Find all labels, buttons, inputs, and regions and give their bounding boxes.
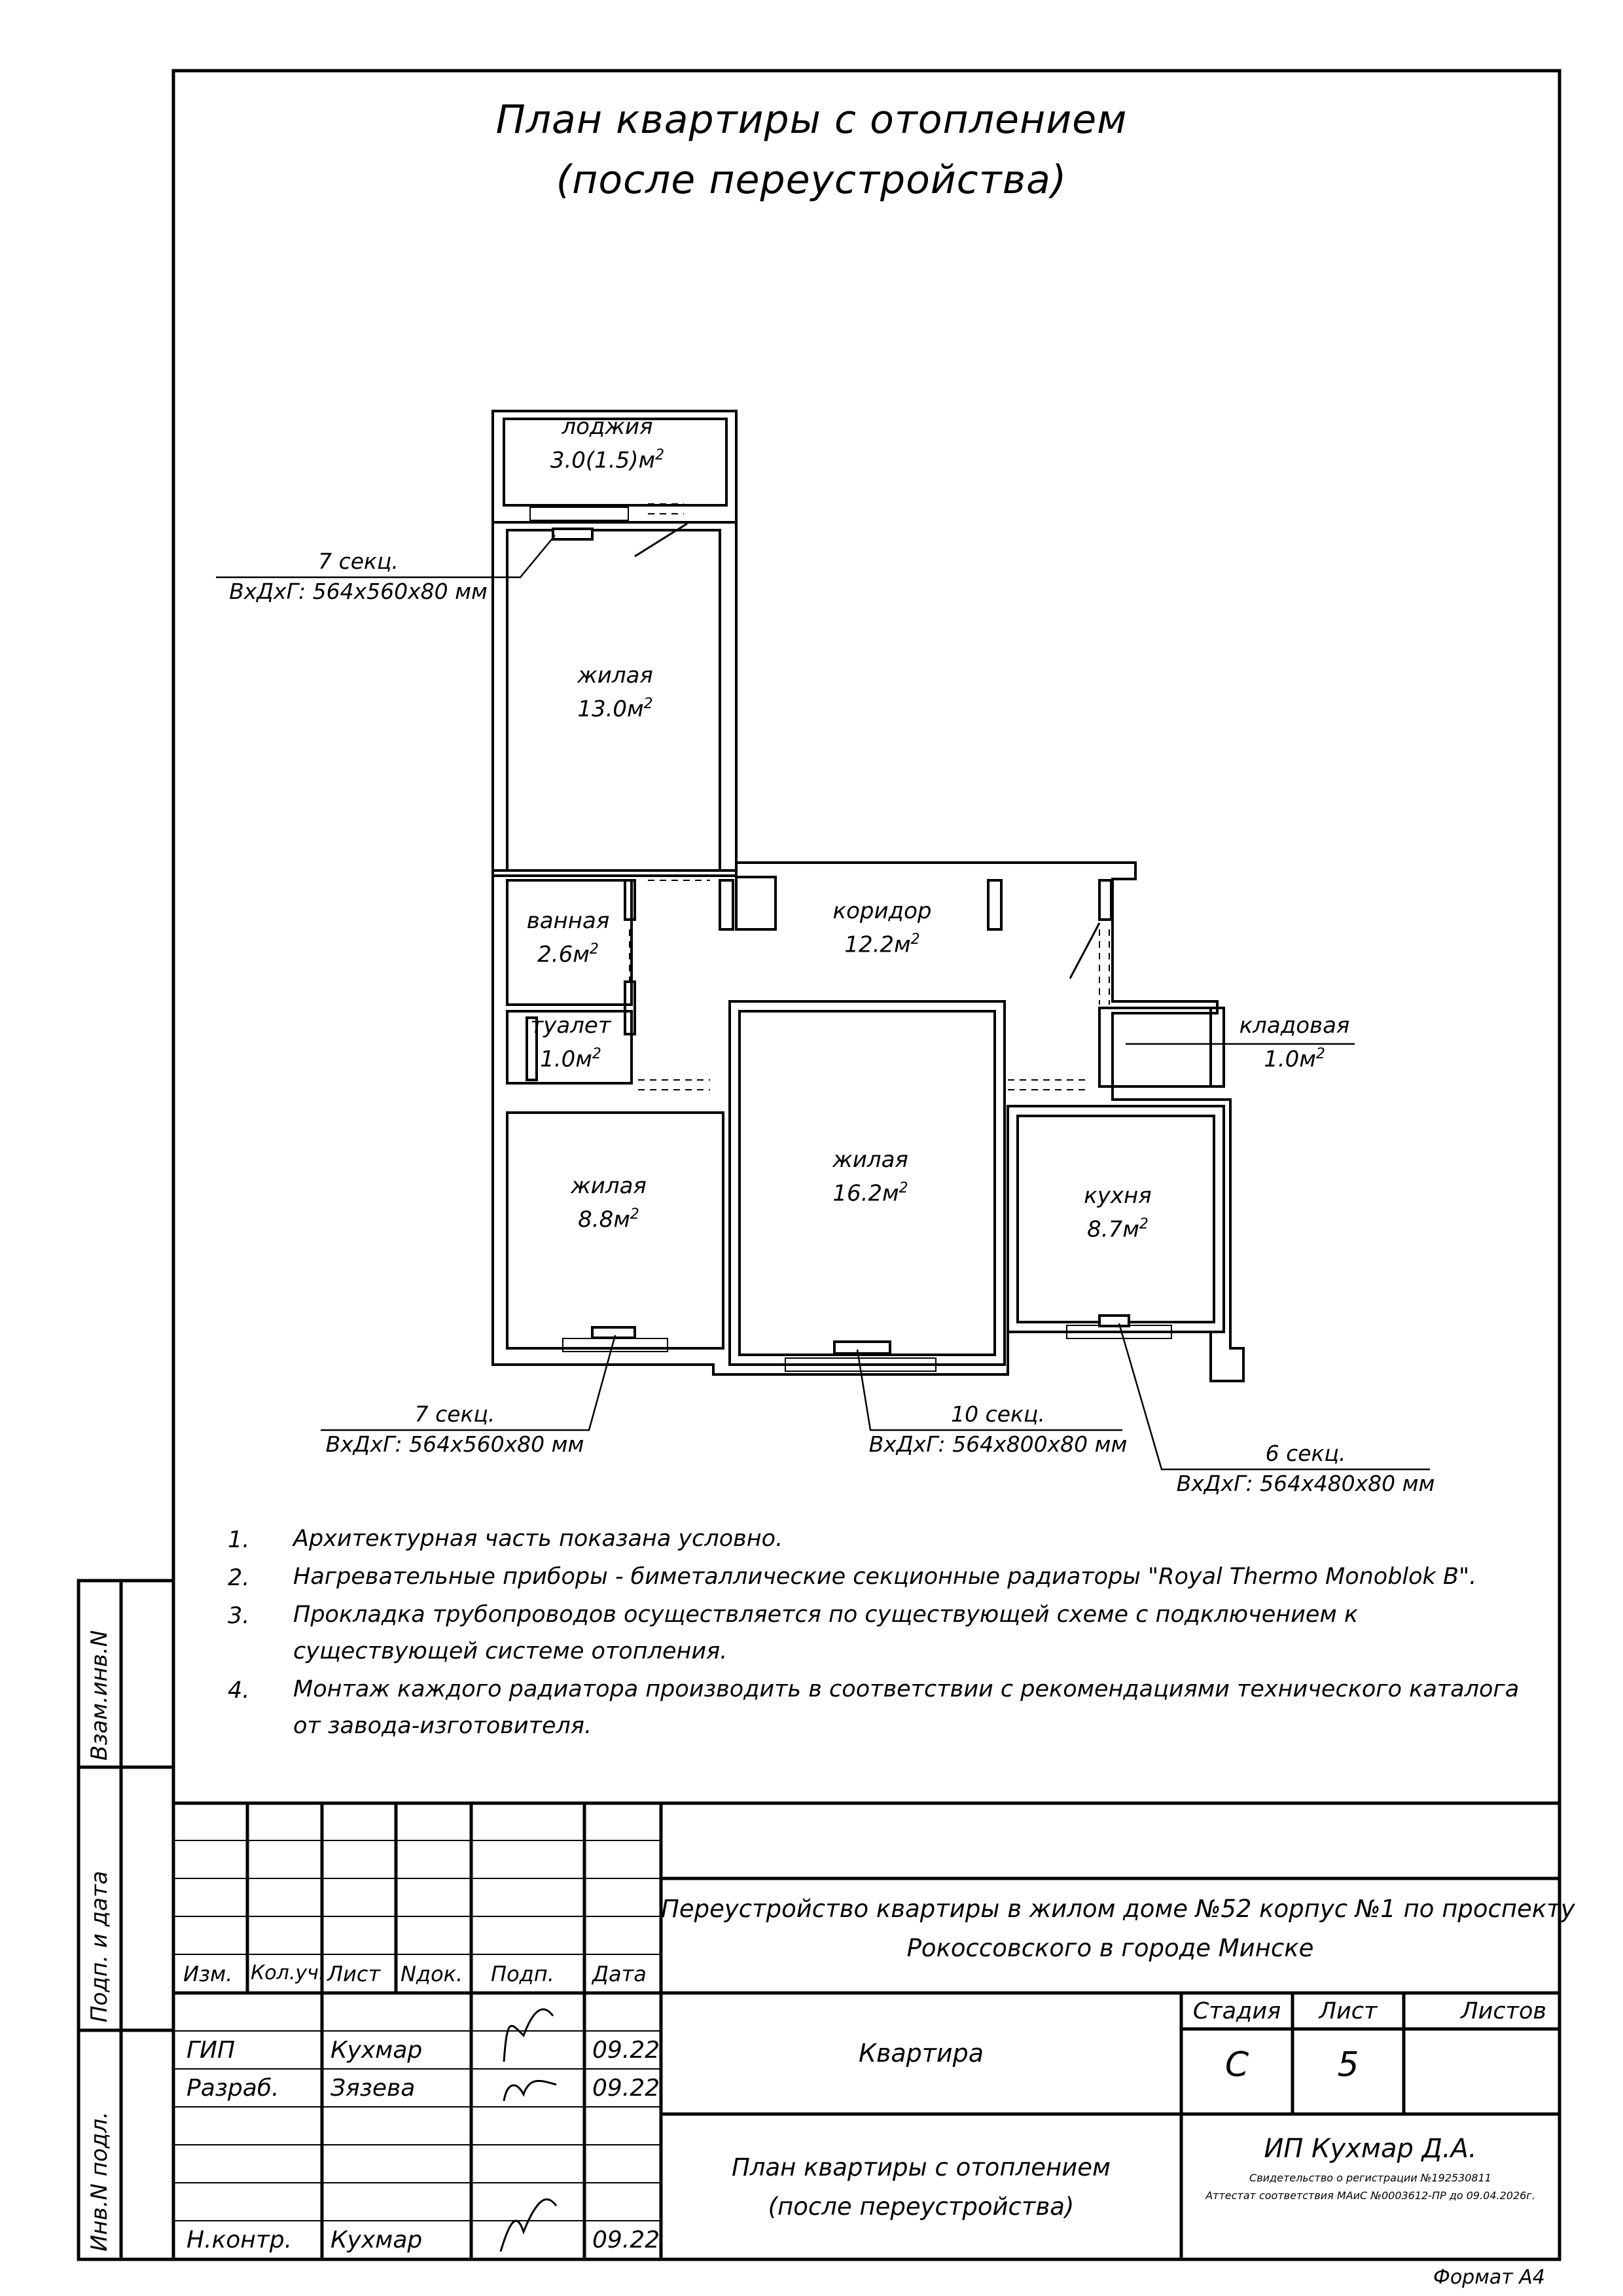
radiator-symbol <box>592 1327 635 1338</box>
room-area: 1.0м <box>1264 1046 1316 1073</box>
room-loggia: лоджия $3.0(1.5)м^2$ <box>550 414 665 474</box>
radiator-callout-2 <box>321 1399 589 1460</box>
note-text: Монтаж каждого радиатора производить в соответствии с рекомендациями технического каталога от завода-изготовителя. <box>293 1676 1520 1739</box>
room-area: 13.0м <box>577 696 644 723</box>
project-title-line1: Переустройство квартиры в жилом доме №52 корпус №1 по проспекту <box>661 1895 1575 1923</box>
person-role: ГИП <box>187 2037 236 2064</box>
page-title-line2: (после переустройства) <box>556 157 1067 203</box>
radiator-size: ВхДхГ: 564х560х80 мм <box>325 1431 584 1457</box>
note-number: 2. <box>228 1565 250 1591</box>
room-name: жилая <box>577 662 653 689</box>
room-name: лоджия <box>562 414 653 440</box>
room-corridor: коридор $12.2м^2$ <box>832 898 932 958</box>
radiator-size: ВхДхГ: 564х480х80 мм <box>1176 1471 1435 1496</box>
room-area: 3.0(1.5)м <box>550 447 656 474</box>
room-kitchen: кухня $8.7м^2$ <box>1084 1183 1152 1243</box>
company-cert-1: Свидетельство о регистрации №192530811 <box>1249 2172 1491 2184</box>
radiator-symbol <box>1099 1316 1129 1326</box>
project-title-line2: Рокоссовского в городе Минске <box>906 1934 1314 1962</box>
sheets-label: Листов <box>1461 1998 1546 2024</box>
person-date: 09.22 <box>592 2227 660 2253</box>
stage-value: С <box>1224 2045 1249 2085</box>
person-role: Разраб. <box>187 2075 279 2102</box>
header-ndok: Nдок. <box>401 1962 463 1986</box>
page-title-line1: План квартиры с отоплением <box>495 97 1128 143</box>
room-area: 8.7м <box>1087 1216 1139 1243</box>
note-text: Архитектурная часть показана условно. <box>293 1526 783 1552</box>
format-label: Формат А4 <box>1433 2266 1545 2289</box>
room-name: жилая <box>832 1147 908 1173</box>
sheet-label: Лист <box>1319 1998 1378 2024</box>
sheet-title-line1: План квартиры с отоплением <box>732 2153 1111 2181</box>
radiator-callout-4 <box>1168 1439 1443 1499</box>
room-area: 12.2м <box>844 931 911 958</box>
room-name: жилая <box>571 1173 647 1199</box>
radiator-callout-1 <box>196 547 520 607</box>
room-area: 2.6м <box>537 941 590 968</box>
room-bathroom: ванная $2.6м^2$ <box>526 908 610 968</box>
radiator-symbol <box>553 529 592 539</box>
radiator-sections: 7 секц. <box>318 548 399 574</box>
side-stamp-podp: Подп. и дата <box>86 1871 113 2022</box>
room-toilet: туалет $1.0м^2$ <box>530 1013 611 1073</box>
sheet-value: 5 <box>1337 2045 1359 2085</box>
room-name: туалет <box>530 1013 611 1039</box>
room-name: кладовая <box>1239 1013 1350 1039</box>
company-name: ИП Кухмар Д.А. <box>1264 2134 1477 2164</box>
radiator-symbol <box>834 1342 890 1354</box>
room-living-3: жилая $16.2м^2$ <box>832 1147 908 1207</box>
room-storage: кладовая $1.0м^2$ <box>1239 1013 1350 1073</box>
header-list: Лист <box>327 1962 381 1986</box>
person-date: 09.22 <box>592 2075 660 2102</box>
header-izm: Изм. <box>183 1962 233 1986</box>
room-living-1: жилая $13.0м^2$ <box>577 662 653 723</box>
radiator-size: ВхДхГ: 564х560х80 мм <box>229 579 488 604</box>
person-name: Кухмар <box>330 2227 423 2253</box>
object-name: Квартира <box>858 2039 984 2068</box>
note-text: Нагревательные приборы - биметаллические секционные радиаторы "Royal Thermo Monoblok B". <box>293 1564 1477 1590</box>
room-living-2: жилая $8.8м^2$ <box>571 1173 647 1233</box>
openings <box>630 504 1109 1090</box>
room-area: 8.8м <box>578 1206 630 1233</box>
header-kolch: Кол.уч. <box>251 1962 325 1984</box>
person-name: Зязева <box>330 2075 416 2102</box>
side-stamp-inv: Инв.N подл. <box>86 2111 113 2251</box>
side-stamp-vzam: Взам.инв.N <box>86 1630 113 1761</box>
person-date: 09.22 <box>592 2037 660 2064</box>
room-name: коридор <box>832 898 932 924</box>
note-number: 1. <box>228 1527 250 1553</box>
note-number: 4. <box>228 1677 250 1704</box>
person-role: Н.контр. <box>187 2227 293 2253</box>
radiator-size: ВхДхГ: 564х800х80 мм <box>868 1431 1128 1457</box>
room-area: 16.2м <box>832 1180 899 1207</box>
note-text: Прокладка трубопроводов осуществляется по существующей схеме с подключением к существующей системе отопления. <box>293 1602 1359 1664</box>
person-name: Кухмар <box>330 2037 423 2064</box>
company-cert-2: Аттестат соответствия МАиС №0003612-ПР до 09.04.2026г. <box>1205 2189 1535 2202</box>
room-name: ванная <box>526 908 610 934</box>
header-data: Дата <box>592 1962 647 1986</box>
room-name: кухня <box>1084 1183 1152 1209</box>
sheet-title-line2: (после переустройства) <box>768 2193 1075 2221</box>
room-area: 1.0м <box>540 1046 592 1073</box>
radiator-callout-3 <box>867 1399 1129 1460</box>
radiator-sections: 6 секц. <box>1265 1441 1346 1466</box>
radiator-sections: 10 секц. <box>951 1401 1045 1427</box>
header-podp: Подп. <box>491 1962 554 1986</box>
signatures <box>501 2009 556 2251</box>
radiator-sections: 7 секц. <box>414 1401 495 1427</box>
stage-label: Стадия <box>1192 1998 1281 2024</box>
note-number: 3. <box>228 1603 250 1629</box>
